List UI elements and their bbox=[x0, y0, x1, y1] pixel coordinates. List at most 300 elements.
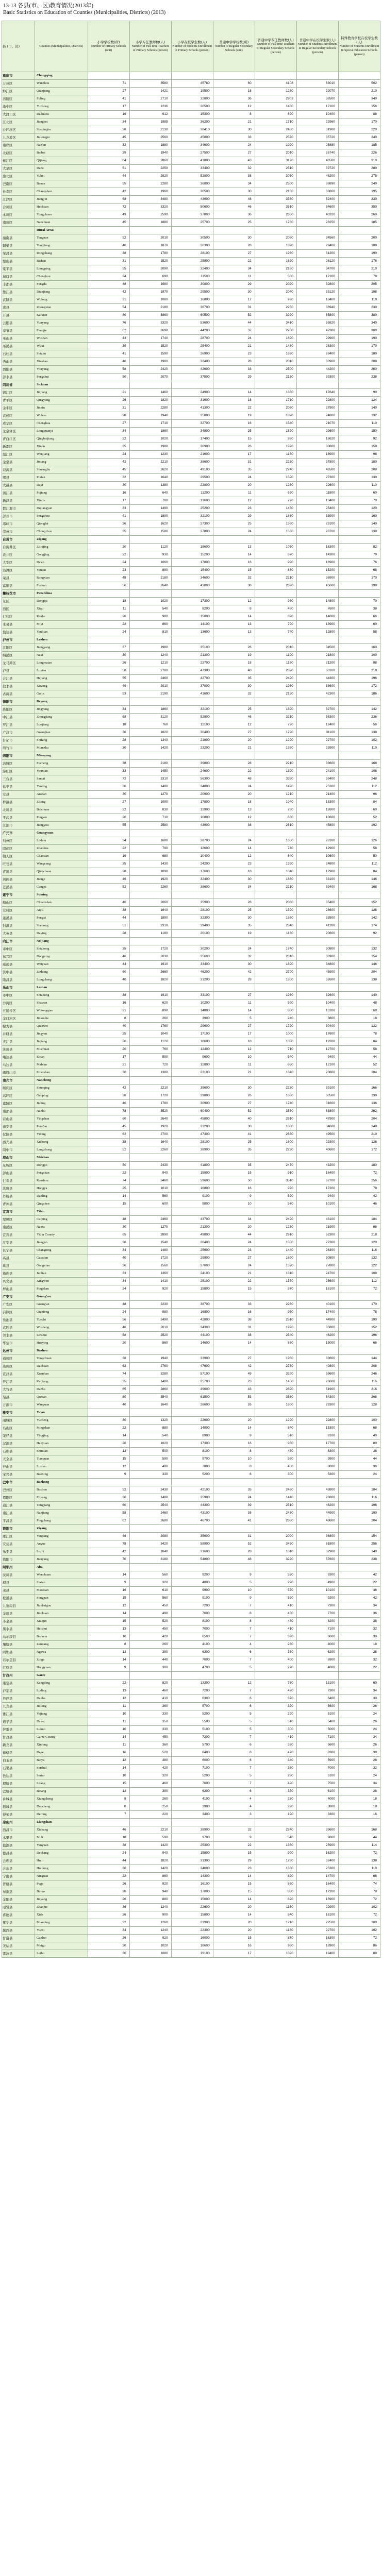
data-cell: 9 bbox=[88, 1664, 129, 1672]
county-name-en: Pengshui bbox=[35, 374, 88, 381]
data-cell bbox=[213, 1077, 255, 1084]
county-name-en: Luhuo bbox=[35, 1726, 88, 1734]
data-cell: 31100 bbox=[296, 729, 338, 737]
data-cell: 42 bbox=[338, 1595, 380, 1602]
data-cell: 2090 bbox=[255, 1533, 296, 1540]
data-cell: 37 bbox=[88, 644, 129, 652]
data-cell: 30500 bbox=[171, 188, 213, 196]
data-cell: 21 bbox=[213, 1069, 255, 1077]
county-name-en: Jiang'an bbox=[35, 1239, 88, 1247]
data-cell: 26300 bbox=[296, 1247, 338, 1255]
county-name-cn: 龙泉驿区 bbox=[2, 428, 35, 435]
data-cell: 300 bbox=[255, 1726, 296, 1734]
data-cell: 168 bbox=[338, 760, 380, 768]
data-cell: 14 bbox=[213, 1340, 255, 1347]
data-cell: 31 bbox=[88, 258, 129, 265]
data-cell: 470 bbox=[255, 1749, 296, 1757]
county-name-en: Gaoxian bbox=[35, 1255, 88, 1262]
data-cell bbox=[129, 1293, 171, 1301]
data-cell: 256 bbox=[338, 1540, 380, 1548]
data-cell: 38 bbox=[338, 1448, 380, 1455]
county-name-cn: 蒲江县 bbox=[2, 489, 35, 497]
table-row bbox=[2, 88, 380, 95]
county-name-cn: 石柱县 bbox=[2, 350, 35, 358]
table-row bbox=[2, 312, 380, 319]
county-name-en: Dawu bbox=[35, 1718, 88, 1726]
data-cell: 1920 bbox=[129, 876, 171, 884]
data-cell: 3580 bbox=[255, 1394, 296, 1401]
data-cell bbox=[296, 938, 338, 945]
data-cell: 1460 bbox=[129, 389, 171, 397]
data-cell: 16 bbox=[338, 1811, 380, 1819]
table-row bbox=[2, 343, 380, 350]
county-name-en: Zhaojue bbox=[35, 1904, 88, 1911]
county-name-en: Naxi bbox=[35, 652, 88, 659]
data-cell bbox=[338, 984, 380, 992]
data-cell: 1980 bbox=[129, 281, 171, 289]
data-cell: 49 bbox=[88, 211, 129, 219]
data-cell: 1480 bbox=[129, 783, 171, 791]
data-cell: 2540 bbox=[129, 1502, 171, 1510]
data-cell: 3800 bbox=[296, 1015, 338, 1023]
data-cell: 45780 bbox=[171, 80, 213, 88]
county-name-en: Zigong bbox=[35, 536, 88, 544]
data-cell: 112 bbox=[338, 783, 380, 791]
data-cell: 2580 bbox=[129, 822, 171, 829]
data-cell: 1500 bbox=[255, 1239, 296, 1247]
data-cell bbox=[296, 1479, 338, 1486]
data-cell: 12 bbox=[213, 103, 255, 111]
county-name-cn: 黑水县 bbox=[2, 1625, 35, 1633]
data-cell: 16800 bbox=[171, 1185, 213, 1193]
data-cell: 45600 bbox=[296, 582, 338, 590]
data-cell: 50 bbox=[338, 853, 380, 860]
data-cell: 26600 bbox=[296, 1378, 338, 1386]
data-cell: 17100 bbox=[296, 103, 338, 111]
county-name-en: Yuzhong bbox=[35, 103, 88, 111]
table-row bbox=[2, 1046, 380, 1054]
county-name-cn: 雅江县 bbox=[2, 1710, 35, 1718]
data-cell: 10400 bbox=[171, 853, 213, 860]
county-name-en: Kaijiang bbox=[35, 1378, 88, 1386]
data-cell: 46 bbox=[88, 1324, 129, 1332]
data-cell: 300 bbox=[255, 1471, 296, 1479]
data-cell: 64300 bbox=[296, 1394, 338, 1401]
county-name-en: Yubei bbox=[35, 173, 88, 180]
data-cell: 1980 bbox=[129, 644, 171, 652]
county-name-cn: 岳池县 bbox=[2, 1316, 35, 1324]
data-cell: 330 bbox=[338, 196, 380, 204]
data-cell: 2510 bbox=[255, 1502, 296, 1510]
county-name-en: Shifang bbox=[35, 737, 88, 744]
data-cell bbox=[213, 752, 255, 760]
data-cell: 13 bbox=[88, 1687, 129, 1695]
table-row bbox=[2, 420, 380, 428]
data-cell bbox=[171, 1077, 213, 1084]
data-cell: 1780 bbox=[255, 219, 296, 227]
county-name-cn: 小金县 bbox=[2, 1618, 35, 1625]
data-cell: 380 bbox=[255, 1765, 296, 1772]
county-name-en: Puge bbox=[35, 1880, 88, 1888]
data-cell: 6300 bbox=[171, 1649, 213, 1656]
data-cell bbox=[129, 72, 171, 80]
data-cell bbox=[213, 590, 255, 598]
county-name-en: Wenjiang bbox=[35, 451, 88, 459]
county-name-cn: 利州区 bbox=[2, 837, 35, 845]
data-cell: 22700 bbox=[296, 1927, 338, 1935]
data-cell: 12 bbox=[88, 1602, 129, 1610]
data-cell: 690 bbox=[255, 111, 296, 118]
county-name-cn: 简阳市 bbox=[2, 1556, 35, 1564]
data-cell: 2690 bbox=[255, 582, 296, 590]
data-cell: 25400 bbox=[171, 343, 213, 350]
table-row bbox=[2, 667, 380, 675]
data-cell: 46200 bbox=[296, 1502, 338, 1510]
data-cell: 166 bbox=[338, 1084, 380, 1092]
data-cell: 7300 bbox=[296, 1687, 338, 1695]
county-name-cn: 盐边县 bbox=[2, 629, 35, 636]
county-name-cn: 都江堰市 bbox=[2, 505, 35, 513]
data-cell bbox=[255, 636, 296, 644]
data-cell: 132 bbox=[338, 1023, 380, 1030]
data-cell: 30800 bbox=[171, 281, 213, 289]
data-cell: 240 bbox=[338, 134, 380, 142]
data-cell: 25 bbox=[88, 1030, 129, 1038]
county-name-en: Qianfeng bbox=[35, 1309, 88, 1316]
county-name-cn: 武胜县 bbox=[2, 1324, 35, 1332]
data-cell: 350 bbox=[338, 204, 380, 211]
county-name-en: Yanjiang bbox=[35, 1533, 88, 1540]
table-row bbox=[2, 304, 380, 312]
table-row bbox=[2, 582, 380, 590]
data-cell: 2310 bbox=[129, 922, 171, 930]
table-row bbox=[2, 629, 380, 636]
county-name-en: Garze bbox=[35, 1672, 88, 1680]
table-row bbox=[2, 72, 380, 80]
data-cell: 12700 bbox=[296, 1046, 338, 1054]
data-cell: 280 bbox=[338, 165, 380, 173]
data-cell: 960 bbox=[255, 1942, 296, 1950]
table-row bbox=[2, 204, 380, 211]
county-name-cn: 白玉县 bbox=[2, 1757, 35, 1765]
table-row bbox=[2, 1262, 380, 1270]
data-cell: 23100 bbox=[171, 1069, 213, 1077]
data-cell: 1450 bbox=[255, 505, 296, 513]
data-cell: 60400 bbox=[171, 1108, 213, 1115]
data-cell: 29500 bbox=[171, 474, 213, 482]
table-row bbox=[2, 513, 380, 520]
data-cell: 42800 bbox=[171, 1316, 213, 1324]
county-name-en: Shimian bbox=[35, 1448, 88, 1455]
table-row bbox=[2, 1425, 380, 1432]
data-cell: 58 bbox=[88, 1510, 129, 1517]
county-name-en: Lushan bbox=[35, 1463, 88, 1471]
data-cell: 24600 bbox=[171, 1865, 213, 1873]
table-row bbox=[2, 1363, 380, 1370]
data-cell: 25400 bbox=[296, 505, 338, 513]
county-name-cn: 资阳市 bbox=[2, 1525, 35, 1533]
data-cell: 1690 bbox=[255, 335, 296, 343]
data-cell: 218 bbox=[338, 1231, 380, 1239]
county-name-en: Jialing bbox=[35, 1100, 88, 1108]
county-name-cn: 稻城县 bbox=[2, 1803, 35, 1811]
data-cell: 1780 bbox=[129, 250, 171, 258]
data-cell: 1370 bbox=[255, 1278, 296, 1285]
data-cell: 2230 bbox=[255, 459, 296, 466]
county-name-en: Panzhihua bbox=[35, 590, 88, 598]
county-name-en: Youxian bbox=[35, 768, 88, 775]
data-cell: 16400 bbox=[296, 1880, 338, 1888]
data-cell bbox=[255, 984, 296, 992]
county-name-en: Jinniu bbox=[35, 404, 88, 412]
table-row bbox=[2, 1208, 380, 1216]
data-cell: 990 bbox=[255, 559, 296, 567]
county-name-en: Wutongqiao bbox=[35, 1007, 88, 1015]
data-cell: 18 bbox=[213, 397, 255, 404]
data-cell: 11 bbox=[88, 1741, 129, 1749]
county-name-en: Yuexi bbox=[35, 1927, 88, 1935]
data-cell: 56 bbox=[88, 1316, 129, 1324]
county-name-en: Qijiang bbox=[35, 157, 88, 165]
column-header-en: Number of Students Enrollment in Special Education Schools (person) bbox=[339, 45, 379, 56]
table-row bbox=[2, 1270, 380, 1278]
data-cell bbox=[255, 590, 296, 598]
data-cell: 17600 bbox=[296, 1030, 338, 1038]
data-cell: 840 bbox=[255, 1911, 296, 1919]
table-row bbox=[2, 876, 380, 884]
data-cell bbox=[255, 752, 296, 760]
county-name-en: Daying bbox=[35, 930, 88, 938]
county-name-en: Hongya bbox=[35, 1185, 88, 1193]
column-header bbox=[338, 21, 380, 72]
table-row bbox=[2, 598, 380, 605]
county-name-en: Chaotian bbox=[35, 853, 88, 860]
county-name-cn: 合川区 bbox=[2, 204, 35, 211]
data-cell: 24 bbox=[88, 273, 129, 281]
data-cell: 5600 bbox=[296, 1703, 338, 1710]
data-cell: 30 bbox=[213, 234, 255, 242]
county-name-en: Xindu bbox=[35, 443, 88, 451]
county-name-en: Baoxing bbox=[35, 1471, 88, 1479]
data-cell: 7800 bbox=[171, 1463, 213, 1471]
data-cell: 6 bbox=[213, 1757, 255, 1765]
data-cell bbox=[296, 1409, 338, 1417]
data-cell: 43100 bbox=[296, 1216, 338, 1224]
data-cell: 1430 bbox=[129, 860, 171, 868]
table-row bbox=[2, 1935, 380, 1942]
table-row bbox=[2, 1517, 380, 1525]
county-name-cn: 珙县 bbox=[2, 1262, 35, 1270]
data-cell: 42 bbox=[213, 1363, 255, 1370]
data-cell: 30500 bbox=[171, 234, 213, 242]
table-row bbox=[2, 837, 380, 845]
county-name-cn: 阆中市 bbox=[2, 1146, 35, 1154]
data-cell: 2500 bbox=[255, 180, 296, 188]
county-name-cn: 通川区 bbox=[2, 1355, 35, 1363]
data-cell: 2210 bbox=[255, 884, 296, 891]
data-cell bbox=[296, 1208, 338, 1216]
data-cell: 34700 bbox=[296, 265, 338, 273]
table-row bbox=[2, 976, 380, 984]
data-cell: 22800 bbox=[296, 397, 338, 404]
data-cell: 154 bbox=[338, 1533, 380, 1540]
data-cell: 2260 bbox=[255, 1301, 296, 1309]
data-cell: 24 bbox=[213, 945, 255, 953]
data-cell: 21 bbox=[88, 389, 129, 397]
data-cell: 320 bbox=[255, 1703, 296, 1710]
data-cell bbox=[338, 636, 380, 644]
data-cell: 108 bbox=[338, 1270, 380, 1278]
data-cell: 24800 bbox=[296, 860, 338, 868]
data-cell: 110 bbox=[338, 1865, 380, 1873]
data-cell: 28 bbox=[213, 242, 255, 250]
data-cell: 570 bbox=[255, 1200, 296, 1208]
table-row bbox=[2, 1061, 380, 1069]
data-cell bbox=[338, 1409, 380, 1417]
data-cell bbox=[255, 381, 296, 389]
data-cell: 22800 bbox=[296, 1417, 338, 1425]
data-cell: 1480 bbox=[255, 103, 296, 111]
data-cell: 1230 bbox=[129, 451, 171, 459]
data-cell: 1910 bbox=[129, 961, 171, 969]
data-cell: 18 bbox=[213, 799, 255, 806]
data-cell: 30400 bbox=[171, 729, 213, 737]
data-cell: 29600 bbox=[171, 1023, 213, 1030]
data-cell: 46 bbox=[88, 1826, 129, 1834]
table-row bbox=[2, 1602, 380, 1610]
data-cell: 43900 bbox=[171, 822, 213, 829]
data-cell: 16 bbox=[88, 489, 129, 497]
county-name-cn: 潼南县 bbox=[2, 234, 35, 242]
county-name-en: Wenchuan bbox=[35, 1571, 88, 1579]
data-cell: 23 bbox=[88, 567, 129, 574]
data-cell: 32400 bbox=[171, 358, 213, 366]
data-cell: 112 bbox=[338, 860, 380, 868]
data-cell: 17640 bbox=[296, 389, 338, 397]
data-cell: 49800 bbox=[296, 1363, 338, 1370]
county-name-en: Deyang bbox=[35, 698, 88, 706]
data-cell bbox=[129, 636, 171, 644]
data-cell: 5400 bbox=[296, 1718, 338, 1726]
county-name-cn: 永川区 bbox=[2, 211, 35, 219]
county-name-en: Dujiangyan bbox=[35, 505, 88, 513]
column-header-en: Number of Primary Schools (unit) bbox=[91, 45, 126, 52]
data-cell: 80 bbox=[88, 312, 129, 319]
data-cell: 48600 bbox=[296, 1517, 338, 1525]
data-cell: 1040 bbox=[255, 799, 296, 806]
data-cell: 390 bbox=[255, 1633, 296, 1641]
data-cell: 26 bbox=[88, 1911, 129, 1919]
data-cell: 2340 bbox=[255, 922, 296, 930]
data-cell: 36900 bbox=[171, 443, 213, 451]
data-cell: 2510 bbox=[255, 1316, 296, 1324]
data-cell: 24 bbox=[88, 1309, 129, 1316]
data-cell: 132 bbox=[338, 945, 380, 953]
data-cell: 62 bbox=[88, 1131, 129, 1139]
data-cell: 6 bbox=[213, 1741, 255, 1749]
table-row bbox=[2, 1842, 380, 1850]
table-row bbox=[2, 1409, 380, 1417]
data-cell: 7 bbox=[213, 1656, 255, 1664]
data-cell bbox=[171, 636, 213, 644]
data-cell: 320 bbox=[255, 1741, 296, 1749]
data-cell: 480 bbox=[255, 605, 296, 613]
data-cell: 1420 bbox=[129, 1865, 171, 1873]
data-cell: 33600 bbox=[296, 188, 338, 196]
table-row bbox=[2, 1850, 380, 1857]
data-cell: 31300 bbox=[171, 1857, 213, 1865]
county-name-cn: 雁江区 bbox=[2, 1533, 35, 1540]
data-cell: 20 bbox=[213, 1919, 255, 1927]
data-cell: 3920 bbox=[255, 312, 296, 319]
data-cell: 38900 bbox=[171, 1146, 213, 1154]
county-name-cn: 甘洛县 bbox=[2, 1935, 35, 1942]
column-header-cn: 特殊教育学校在校学生数(人) bbox=[341, 36, 378, 44]
data-cell: 2460 bbox=[129, 1510, 171, 1517]
data-cell: 1860 bbox=[129, 428, 171, 435]
data-cell: 31 bbox=[88, 404, 129, 412]
data-cell: 5 bbox=[213, 1726, 255, 1734]
data-cell: 8 bbox=[213, 1618, 255, 1625]
data-cell: 54800 bbox=[171, 1556, 213, 1564]
data-cell bbox=[171, 1409, 213, 1417]
data-cell: 172 bbox=[338, 1146, 380, 1154]
data-cell bbox=[88, 1293, 129, 1301]
table-row bbox=[2, 1030, 380, 1038]
table-row bbox=[2, 1734, 380, 1741]
county-name-cn: 宣汉县 bbox=[2, 1370, 35, 1378]
data-cell: 30 bbox=[338, 1695, 380, 1703]
data-cell: 3050 bbox=[255, 173, 296, 180]
county-name-en: Daocheng bbox=[35, 1803, 88, 1811]
data-cell: 15800 bbox=[171, 1285, 213, 1293]
data-cell: 45800 bbox=[296, 822, 338, 829]
data-cell: 1590 bbox=[129, 350, 171, 358]
county-name-en: Hechuan bbox=[35, 204, 88, 211]
data-cell: 1960 bbox=[255, 1355, 296, 1363]
data-cell: 1970 bbox=[129, 289, 171, 296]
data-cell: 6200 bbox=[296, 1649, 338, 1656]
data-cell: 44200 bbox=[171, 327, 213, 335]
data-cell: 7200 bbox=[171, 1687, 213, 1695]
data-cell: 12 bbox=[88, 1788, 129, 1795]
data-cell: 14100 bbox=[171, 621, 213, 629]
data-cell bbox=[255, 1208, 296, 1216]
data-cell: 10200 bbox=[171, 999, 213, 1007]
data-cell: 19500 bbox=[171, 88, 213, 95]
data-cell: 32600 bbox=[296, 976, 338, 984]
data-cell: 1440 bbox=[255, 1247, 296, 1255]
data-cell: 1590 bbox=[255, 474, 296, 482]
data-cell: 38 bbox=[213, 1316, 255, 1324]
county-name-cn: 涪城区 bbox=[2, 760, 35, 768]
data-cell: 43 bbox=[213, 157, 255, 165]
county-name-en: Neijiang bbox=[35, 938, 88, 945]
data-cell: 22 bbox=[88, 1873, 129, 1880]
data-cell: 41 bbox=[88, 95, 129, 103]
data-cell bbox=[213, 536, 255, 544]
data-cell: 29900 bbox=[171, 1255, 213, 1262]
data-cell bbox=[88, 590, 129, 598]
county-name-cn: 井研县 bbox=[2, 1030, 35, 1038]
data-cell: 7 bbox=[213, 1633, 255, 1641]
data-cell bbox=[296, 752, 338, 760]
data-cell: 6300 bbox=[171, 1695, 213, 1703]
county-name-en: Miyi bbox=[35, 621, 88, 629]
data-cell: 33500 bbox=[296, 914, 338, 922]
data-cell: 8 bbox=[213, 1463, 255, 1471]
data-cell: 19 bbox=[213, 652, 255, 659]
